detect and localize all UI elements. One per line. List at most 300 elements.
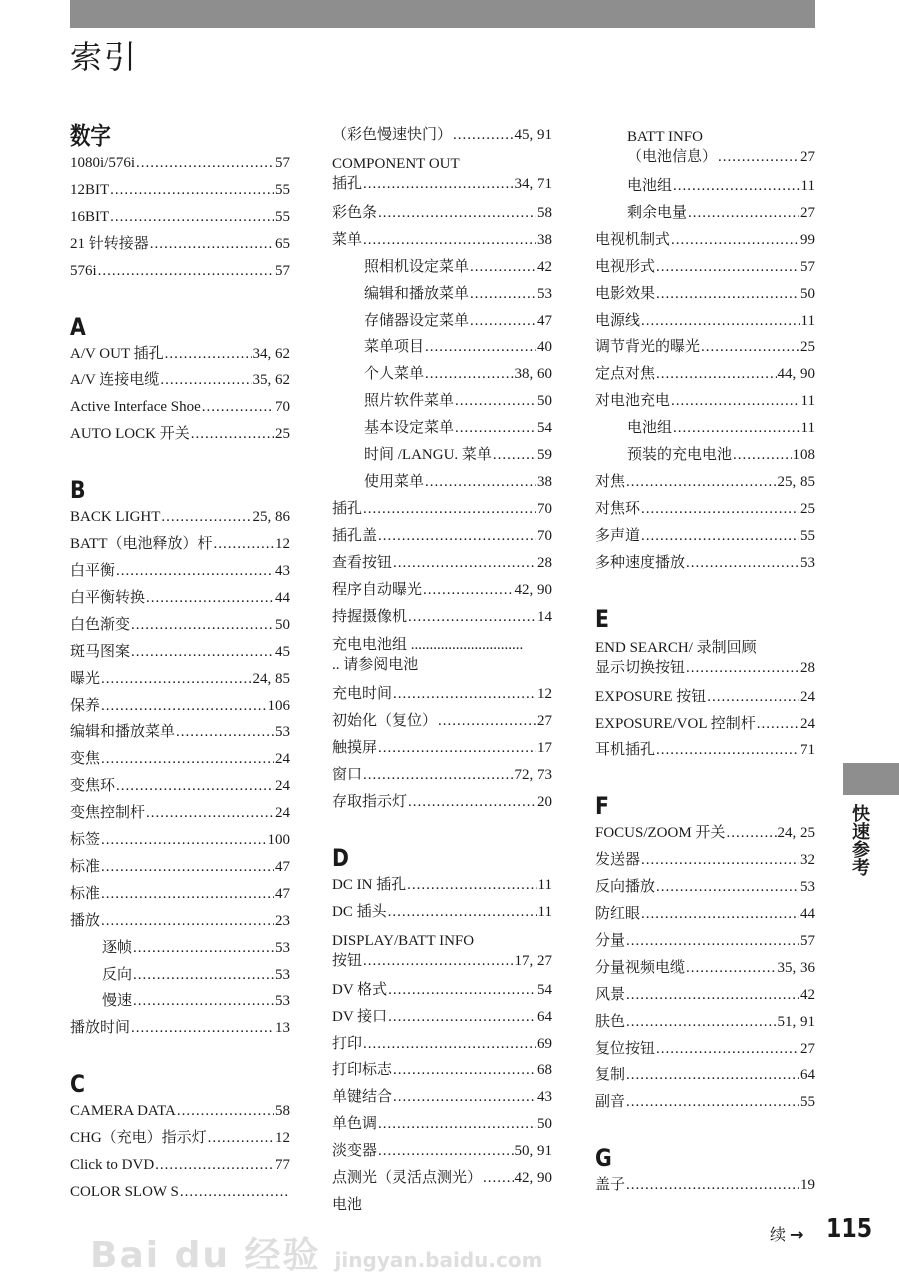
index-entry — [332, 469, 552, 496]
index-entry — [595, 1036, 815, 1063]
dot-leader — [378, 1111, 536, 1138]
index-entry — [70, 639, 290, 666]
index-entry — [70, 773, 290, 800]
index-entry-label: EXPOSURE 按钮 — [595, 688, 707, 705]
index-entry — [595, 847, 815, 874]
index-entry-row — [332, 977, 552, 1004]
index-entry-pages: 100 — [267, 832, 290, 849]
index-entry-pages: 77 — [275, 1157, 290, 1174]
index-entry-row — [364, 415, 552, 442]
index-entry-label: A/V 连接电缆 — [70, 372, 160, 389]
index-entry-row — [595, 955, 815, 982]
index-entry-row — [595, 361, 815, 388]
index-entry — [332, 1057, 552, 1084]
index-entry — [70, 367, 290, 394]
index-entry-label: 剩余电量 — [627, 204, 688, 221]
index-entry — [595, 901, 815, 928]
index-entry-pages: 44 — [275, 589, 290, 606]
index-entry-row — [70, 827, 290, 854]
dot-leader — [393, 550, 536, 577]
dot-leader — [726, 820, 776, 847]
dot-leader — [470, 281, 536, 308]
index-entry-label: 盖子 — [595, 1177, 626, 1194]
dot-leader — [423, 577, 513, 604]
index-entry-row — [70, 639, 290, 666]
index-entry-row — [70, 1098, 290, 1125]
index-entry-row — [70, 908, 290, 935]
dot-leader — [177, 1098, 274, 1125]
dot-leader — [378, 523, 536, 550]
dot-leader — [133, 988, 274, 1015]
index-entry-row — [595, 1089, 815, 1116]
index-entry-row — [102, 962, 290, 989]
index-entry — [332, 496, 552, 523]
dot-leader — [455, 388, 536, 415]
index-entry-label: 电视机制式 — [595, 231, 671, 248]
index-entry-label: A/V OUT 插孔 — [70, 345, 164, 362]
dot-leader — [116, 558, 274, 585]
dot-leader — [656, 361, 776, 388]
dot-leader — [378, 735, 536, 762]
index-entry-row — [595, 982, 815, 1009]
index-entry-row — [332, 1084, 552, 1111]
dot-leader — [363, 496, 536, 523]
index-entry-label: 点测光（灵活点测光） — [332, 1170, 483, 1187]
index-entry-row — [364, 254, 552, 281]
index-entry-row — [595, 281, 815, 308]
index-entry — [595, 227, 815, 254]
section-heading: D — [332, 843, 349, 872]
dot-leader — [701, 334, 799, 361]
index-entry-row — [595, 1036, 815, 1063]
index-entry-label: 1080i/576i — [70, 155, 136, 171]
dot-leader — [101, 693, 266, 720]
index-entry-label: 调节背光的曝光 — [595, 339, 701, 356]
dot-leader — [407, 872, 536, 899]
index-entry-pages: 40 — [537, 339, 552, 356]
index-entry-label-line1: BATT INFO — [627, 129, 703, 145]
index-entry-pages: 27 — [800, 1040, 815, 1057]
index-entry — [70, 531, 290, 558]
index-entry-row — [595, 847, 815, 874]
dot-leader — [626, 1089, 799, 1116]
watermark-url: jingyan.baidu.com — [334, 1248, 543, 1272]
index-entry-pages: 50 — [537, 1116, 552, 1133]
index-entry-pages: 55 — [275, 208, 290, 225]
index-entry-row — [595, 874, 815, 901]
index-entry-pages: 54 — [537, 981, 552, 998]
index-entry-label: 对焦环 — [595, 500, 641, 517]
index-entry-pages: 38 — [537, 473, 552, 490]
index-entry — [70, 962, 290, 989]
dot-leader — [146, 800, 274, 827]
index-entry — [332, 630, 552, 676]
index-entry — [332, 1165, 552, 1192]
dot-leader — [470, 308, 536, 335]
index-entry-label: 窗口 — [332, 767, 363, 784]
index-entry-pages: 53 — [275, 939, 290, 956]
index-entry-label: 时间 /LANGU. 菜单 — [364, 447, 492, 464]
index-entry-row — [332, 735, 552, 762]
index-entry-label: CAMERA DATA — [70, 1103, 176, 1120]
index-entry-row — [70, 231, 290, 258]
index-entry-row — [364, 334, 552, 361]
index-entry — [332, 415, 552, 442]
index-entry — [332, 604, 552, 631]
index-entry-label: 打印标志 — [332, 1062, 393, 1079]
index-entry — [332, 899, 552, 926]
index-entry-pages: 13 — [275, 1020, 290, 1037]
index-entry-row — [70, 150, 290, 177]
index-entry-row — [70, 800, 290, 827]
index-entry-pages: 70 — [275, 399, 290, 416]
index-entry-label-line1: DISPLAY/BATT INFO — [332, 932, 475, 949]
index-entry-row — [70, 177, 290, 204]
index-entry-pages: 99 — [800, 231, 815, 248]
dot-leader — [176, 719, 274, 746]
dot-leader — [733, 442, 791, 469]
index-entry-pages: 45 — [275, 643, 290, 660]
index-entry-label: 预装的充电电池 — [627, 447, 733, 464]
index-entry-row — [595, 1172, 815, 1199]
dot-leader — [453, 122, 513, 149]
index-entry-pages: 59 — [537, 447, 552, 464]
index-entry-label: 显示切换按钮 — [595, 659, 686, 676]
dot-leader — [101, 854, 274, 881]
index-entry-label: 编辑和播放菜单 — [364, 285, 470, 302]
index-entry — [332, 1004, 552, 1031]
index-entry — [595, 874, 815, 901]
index-entry-label: （彩色慢速快门） — [332, 127, 453, 143]
index-entry — [595, 388, 815, 415]
index-entry-row — [332, 1057, 552, 1084]
index-entry-label: 个人菜单 — [364, 366, 425, 383]
index-entry-label: 白平衡 — [70, 562, 116, 579]
index-entry-pages: 50, 91 — [514, 1143, 552, 1160]
index-entry-pages: 44, 90 — [777, 366, 815, 383]
index-entry-pages: 12 — [275, 1130, 290, 1147]
index-entry-label: 21 针转接器 — [70, 235, 149, 252]
index-entry-pages: 47 — [537, 312, 552, 329]
dot-leader — [191, 421, 274, 448]
index-entry — [70, 341, 290, 368]
dot-leader — [110, 177, 274, 204]
index-entry — [70, 988, 290, 1015]
dot-leader — [707, 684, 799, 711]
index-entry-pages: 53 — [800, 879, 815, 896]
index-entry-row — [332, 496, 552, 523]
index-entry-label: 初始化（复位） — [332, 713, 438, 730]
index-entry — [70, 177, 290, 204]
index-entry-row — [627, 415, 815, 442]
index-entry-label: 插孔盖 — [332, 527, 378, 544]
index-entry-pages: 47 — [275, 858, 290, 875]
dot-leader — [626, 1062, 799, 1089]
index-entry-pages: 53 — [537, 285, 552, 302]
index-entry — [332, 762, 552, 789]
index-entry-label: 电池 — [332, 1197, 363, 1213]
index-entry-pages: 57 — [275, 262, 290, 279]
index-entry-pages: 24 — [800, 715, 815, 732]
index-entry-row — [102, 935, 290, 962]
index-entry-label: 多声道 — [595, 527, 641, 544]
index-entry-row — [627, 200, 815, 227]
dot-leader — [455, 415, 536, 442]
index-entry — [595, 308, 815, 335]
index-entry-pages: 24 — [800, 688, 815, 705]
index-entry-row — [332, 899, 552, 926]
dot-leader — [626, 982, 799, 1009]
index-entry — [70, 746, 290, 773]
index-entry-label: 按钮 — [332, 952, 363, 969]
index-entry-pages: 68 — [537, 1062, 552, 1079]
index-entry — [595, 415, 815, 442]
index-entry-pages: 53 — [275, 724, 290, 741]
index-entry-label: 复制 — [595, 1067, 626, 1084]
index-entry-row — [70, 693, 290, 720]
index-entry-row — [595, 469, 815, 496]
dot-leader — [641, 496, 799, 523]
dot-leader — [161, 504, 251, 531]
dot-leader — [686, 955, 776, 982]
index-entry-row — [332, 1004, 552, 1031]
index-entry — [595, 1172, 815, 1199]
index-entry-row — [595, 308, 815, 335]
index-entry — [595, 469, 815, 496]
dot-leader — [626, 469, 776, 496]
index-entry-label: 复位按钮 — [595, 1040, 656, 1057]
index-entry-row — [364, 469, 552, 496]
index-entry — [332, 1031, 552, 1058]
index-entry — [332, 708, 552, 735]
index-entry-pages: 43 — [537, 1089, 552, 1106]
dot-leader — [101, 908, 274, 935]
index-entry-row — [70, 367, 290, 394]
index-entry-pages: 57 — [800, 258, 815, 275]
index-entry-pages: 24 — [275, 805, 290, 822]
index-entry — [332, 1084, 552, 1111]
index-entry-label: BATT（电池释放）杆 — [70, 536, 213, 553]
index-entry-pages: 47 — [275, 885, 290, 902]
index-entry-label: 反向播放 — [595, 879, 656, 896]
dot-leader — [378, 1138, 513, 1165]
index-entry-pages: 55 — [275, 181, 290, 198]
index-entry-row — [332, 1138, 552, 1165]
dot-leader — [388, 977, 536, 1004]
index-entry-row — [332, 872, 552, 899]
index-entry-row — [332, 200, 552, 227]
dot-leader — [393, 1057, 536, 1084]
index-entry — [595, 633, 815, 679]
index-entry — [332, 308, 552, 335]
index-entry-row — [595, 684, 815, 711]
continued-label: 续 — [770, 1227, 787, 1244]
index-entry — [332, 149, 552, 195]
index-entry-label: 电池组 — [627, 420, 673, 437]
index-entry — [332, 254, 552, 281]
index-entry-label: 电影效果 — [595, 285, 656, 302]
index-entry-pages: 58 — [537, 204, 552, 221]
index-entry-row — [70, 1179, 290, 1206]
index-entry-pages: 19 — [800, 1177, 815, 1194]
index-entry-label: DV 接口 — [332, 1008, 388, 1025]
index-entry-row — [595, 928, 815, 955]
index-entry-label: 菜单项目 — [364, 339, 425, 356]
index-entry-label: EXPOSURE/VOL 控制杆 — [595, 715, 756, 732]
index-entry — [70, 800, 290, 827]
dot-leader — [626, 1009, 776, 1036]
index-entry-label: 标准 — [70, 858, 101, 875]
index-entry-label: 对焦 — [595, 473, 626, 490]
dot-leader — [641, 308, 800, 335]
index-entry-row — [70, 394, 290, 421]
index-entry-label: 程序自动曝光 — [332, 581, 423, 598]
index-entry-row — [595, 334, 815, 361]
index-entry-pages: 50 — [275, 616, 290, 633]
index-entry-label: 存取指示灯 — [332, 794, 408, 811]
index-entry-pages: 27 — [537, 713, 552, 730]
index-entry-label: 查看按钮 — [332, 554, 393, 571]
index-entry-row — [332, 654, 552, 676]
index-entry-pages: 53 — [800, 554, 815, 571]
index-entry-pages: 64 — [800, 1067, 815, 1084]
index-entry — [70, 881, 290, 908]
section-heading: E — [595, 604, 609, 633]
index-entry — [332, 872, 552, 899]
index-entry-row — [332, 708, 552, 735]
dot-leader — [470, 254, 536, 281]
index-entry-row — [70, 1152, 290, 1179]
index-entry — [595, 281, 815, 308]
index-entry — [332, 577, 552, 604]
index-entry-label: 慢速 — [102, 993, 133, 1010]
dot-leader — [656, 1036, 799, 1063]
dot-leader — [656, 254, 799, 281]
index-entry-label: 单键结合 — [332, 1089, 393, 1106]
dot-leader — [363, 1031, 536, 1058]
index-entry-pages: 70 — [537, 527, 552, 544]
index-entry — [595, 200, 815, 227]
index-entry-label-line1: 充电电池组 .............................. — [332, 637, 524, 654]
index-entry — [332, 523, 552, 550]
dot-leader — [626, 928, 799, 955]
dot-leader — [641, 847, 799, 874]
index-entry — [332, 442, 552, 469]
index-entry-row — [332, 523, 552, 550]
index-entry-label: .. 请参阅电池 — [332, 657, 419, 674]
dot-leader — [363, 227, 536, 254]
index-entry-label-line1: END SEARCH/ 录制回顾 — [595, 639, 757, 656]
index-entry — [70, 558, 290, 585]
dot-leader — [757, 711, 799, 738]
index-entry-row — [332, 227, 552, 254]
index-entry-row — [364, 388, 552, 415]
index-entry — [595, 361, 815, 388]
index-entry-label: 基本设定菜单 — [364, 420, 455, 437]
dot-leader — [214, 531, 274, 558]
dot-leader — [101, 666, 251, 693]
index-entry-row — [332, 789, 552, 816]
index-entry-pages: 24, 25 — [777, 825, 815, 842]
index-entry-pages: 35, 62 — [252, 372, 290, 389]
index-column-2 — [332, 122, 552, 1219]
index-column-3 — [595, 122, 815, 1199]
index-entry-row — [70, 258, 290, 285]
dot-leader — [133, 935, 274, 962]
header-bar — [70, 0, 815, 28]
index-entry — [332, 926, 552, 972]
index-entry-label: 保养 — [70, 697, 101, 714]
index-entry-row — [70, 1015, 290, 1042]
index-entry-row — [595, 388, 815, 415]
index-entry — [70, 1179, 290, 1206]
index-entry-row — [70, 773, 290, 800]
index-entry-row — [70, 204, 290, 231]
index-entry-pages: 42 — [800, 986, 815, 1003]
dot-leader — [388, 1004, 536, 1031]
index-entry-row — [70, 719, 290, 746]
section-heading: C — [70, 1070, 85, 1099]
index-entry-pages: 65 — [275, 235, 290, 252]
index-entry-label: 变焦控制杆 — [70, 805, 146, 822]
index-entry-label: 对电池充电 — [595, 393, 671, 410]
index-entry-pages: 25 — [800, 339, 815, 356]
watermark-logo: Bai du 经验 — [90, 1235, 321, 1276]
index-entry-row — [364, 281, 552, 308]
index-entry-label: 电池组 — [627, 178, 673, 194]
index-entry-pages: 42, 90 — [514, 581, 552, 598]
index-entry-pages: 72, 73 — [514, 767, 552, 784]
index-entry-row — [332, 1031, 552, 1058]
index-entry-row — [70, 558, 290, 585]
index-entry — [70, 504, 290, 531]
dot-leader — [688, 200, 799, 227]
index-entry-label: 标准 — [70, 885, 101, 902]
dot-leader — [116, 773, 274, 800]
dot-leader — [656, 874, 799, 901]
index-entry-pages: 34, 71 — [514, 175, 552, 192]
index-entry-row — [332, 1192, 552, 1219]
index-entry — [595, 982, 815, 1009]
index-entry — [595, 496, 815, 523]
index-column-1 — [70, 122, 290, 1206]
index-entry — [332, 550, 552, 577]
index-entry — [70, 258, 290, 285]
index-entry — [332, 977, 552, 1004]
dot-leader — [641, 901, 799, 928]
index-entry — [595, 550, 815, 577]
index-entry-pages: 45, 91 — [514, 127, 552, 143]
dot-leader — [673, 173, 800, 200]
index-entry-pages: 20 — [537, 794, 552, 811]
index-entry-row — [364, 442, 552, 469]
index-entry-label: 白平衡转换 — [70, 589, 146, 606]
continued-note — [770, 1222, 803, 1245]
index-entry-label: 淡变器 — [332, 1143, 378, 1160]
index-entry-pages: 24, 85 — [252, 670, 290, 687]
arrow-right-icon: → — [790, 1225, 804, 1244]
dot-leader — [133, 962, 274, 989]
index-entry-row — [595, 901, 815, 928]
index-entry-pages: 69 — [537, 1035, 552, 1052]
side-tab-label: 快速参考 — [849, 804, 870, 876]
index-entry — [70, 719, 290, 746]
section-heading: G — [595, 1144, 612, 1173]
index-entry — [332, 735, 552, 762]
index-entry — [332, 227, 552, 254]
index-entry-pages: 70 — [537, 500, 552, 517]
index-entry — [595, 1009, 815, 1036]
